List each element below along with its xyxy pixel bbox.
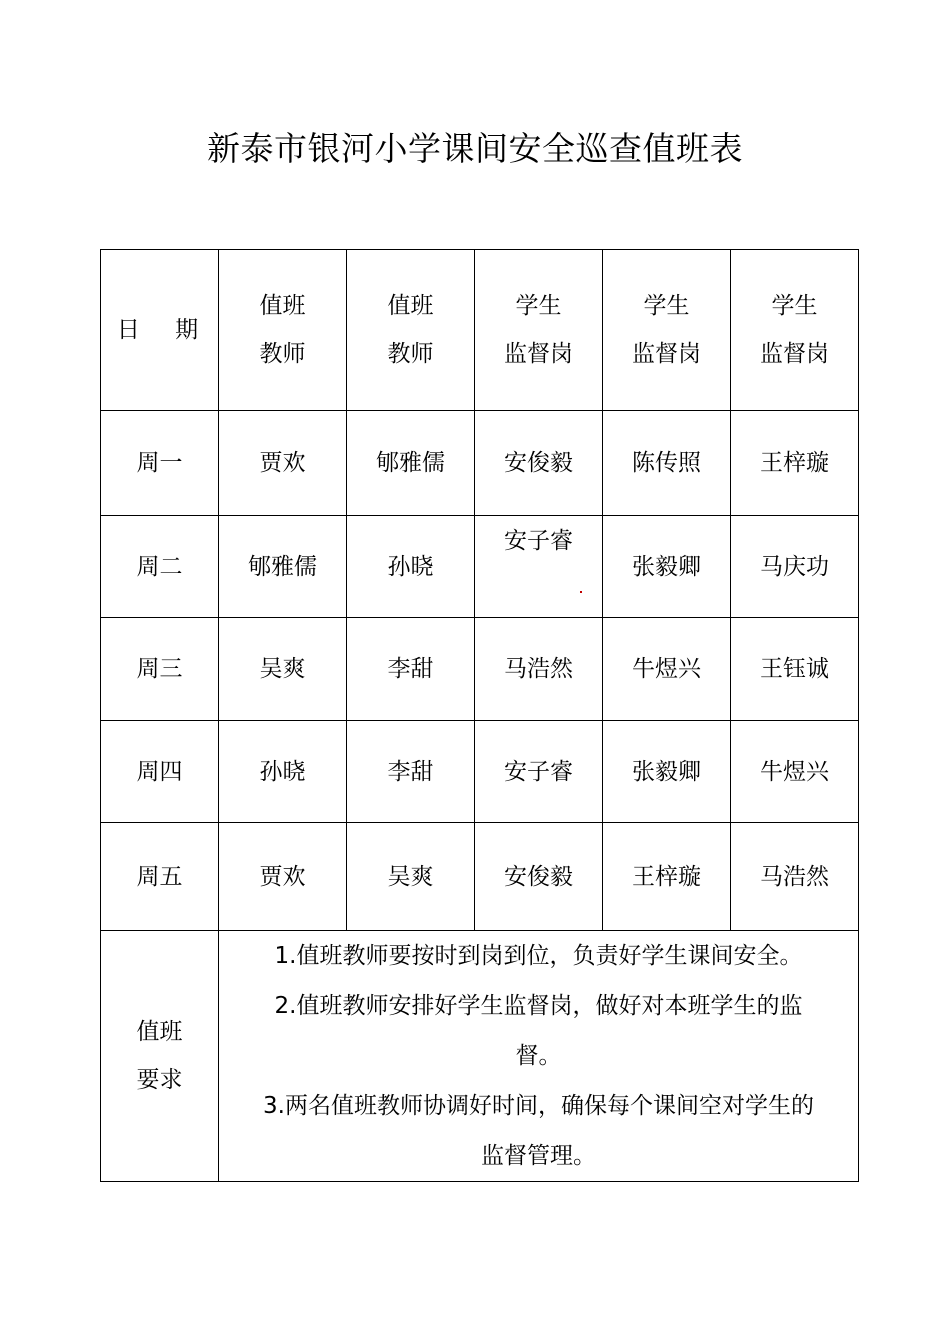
table-cell: 陈传照 [603,411,731,516]
table-cell: 郇雅儒 [219,516,347,618]
table-cell-text: 安子睿 [504,527,573,554]
header-student-monitor-2: 学生 监督岗 [603,250,731,411]
table-cell: 张毅卿 [603,516,731,618]
header-date: 日 期 [101,250,219,411]
table-cell: 孙晓 [347,516,475,618]
table-cell: 吴爽 [347,823,475,931]
table-cell: 安俊毅 [475,411,603,516]
table-row [101,721,859,823]
table-cell: 吴爽 [219,618,347,721]
table-row [101,411,859,516]
table-cell: 安子睿 [475,721,603,823]
requirement-line: 3.两名值班教师协调好时间，确保每个课间空对学生的 [263,1093,814,1119]
requirements-text [219,931,859,1182]
table-cell: 牛煜兴 [731,721,859,823]
header-student-monitor-1: 学生 监督岗 [475,250,603,411]
table-cell: 王梓璇 [603,823,731,931]
table-cell: 马浩然 [731,823,859,931]
table-cell: 孙晓 [219,721,347,823]
table-cell: 马庆功 [731,516,859,618]
table-cell: 王梓璇 [731,411,859,516]
table-header-row [101,250,859,411]
requirements-label: 值班 要求 [101,931,219,1182]
requirement-line: 1.值班教师要按时到岗到位，负责好学生课间安全。 [274,943,803,969]
requirement-line: 监督管理。 [481,1143,596,1169]
table-cell: 安俊毅 [475,823,603,931]
table-cell: 王钰诚 [731,618,859,721]
table-cell: 李甜 [347,618,475,721]
requirement-line: 2.值班教师安排好学生监督岗，做好对本班学生的监 [274,993,803,1019]
table-cell: 贾欢 [219,411,347,516]
stray-mark [580,591,582,593]
table-cell: 马浩然 [475,618,603,721]
day-cell: 周二 [101,516,219,618]
header-teacher-2: 值班 教师 [347,250,475,411]
header-teacher-1: 值班 教师 [219,250,347,411]
table-cell: 郇雅儒 [347,411,475,516]
document-title: 新泰市银河小学课间安全巡查值班表 [207,129,743,168]
day-cell: 周四 [101,721,219,823]
table-row [101,516,859,618]
day-cell: 周一 [101,411,219,516]
duty-schedule-table [100,249,859,1182]
table-cell: 牛煜兴 [603,618,731,721]
table-row [101,823,859,931]
requirements-row [101,931,859,1182]
day-cell: 周三 [101,618,219,721]
header-student-monitor-3: 学生 监督岗 [731,250,859,411]
table-cell: 贾欢 [219,823,347,931]
table-cell: 张毅卿 [603,721,731,823]
table-cell: 李甜 [347,721,475,823]
table-row [101,618,859,721]
day-cell: 周五 [101,823,219,931]
table-cell [475,516,603,618]
requirement-line: 督。 [515,1043,562,1069]
